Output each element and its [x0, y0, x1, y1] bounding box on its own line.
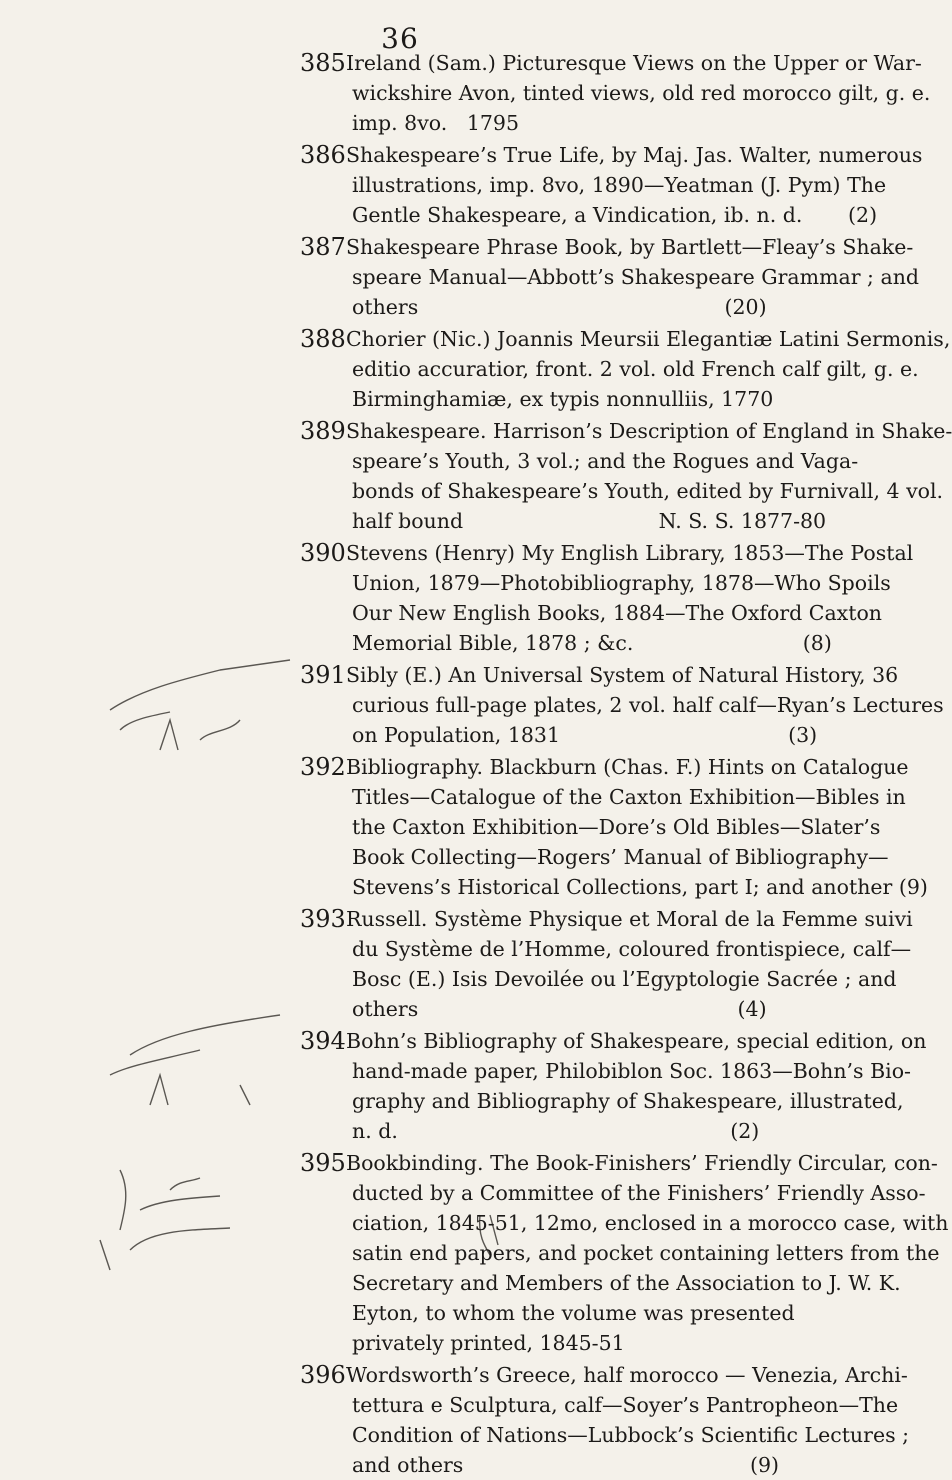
description-line: speare’s Youth, 3 vol.; and the Rogues and Vaga-	[352, 449, 859, 473]
description-line: on Population, 1831 (3)	[352, 723, 818, 747]
description-line: graphy and Bibliography of Shakespeare, illustrated,	[352, 1089, 904, 1113]
lot-number: 391	[300, 661, 346, 689]
lot-description	[346, 140, 923, 230]
description-line: the Caxton Exhibition—Dore’s Old Bibles—Slater’s	[352, 815, 881, 839]
description-line: Ireland (Sam.) Picturesque Views on the Upper or War-	[346, 51, 922, 75]
description-line: Wordsworth’s Greece, half morocco — Venezia, Archi-	[346, 1363, 908, 1387]
description-line: satin end papers, and pocket containing letters from the	[352, 1241, 940, 1265]
description-line: Birminghamiæ, ex typis nonnulliis, 1770	[352, 387, 774, 411]
lot-number: 389	[300, 417, 346, 445]
description-line: ducted by a Committee of the Finishers’ Friendly Asso-	[352, 1181, 926, 1205]
lot-description	[346, 660, 944, 750]
description-line: n. d. (2)	[352, 1119, 760, 1143]
description-line: Condition of Nations—Lubbock’s Scientific Lectures ;	[352, 1423, 910, 1447]
description-line: half bound N. S. S. 1877-80	[352, 509, 827, 533]
lot-number: 390	[300, 539, 346, 567]
description-line: illustrations, imp. 8vo, 1890—Yeatman (J. Pym) The	[352, 173, 887, 197]
lot-description	[346, 538, 914, 658]
description-line: others (4)	[352, 997, 767, 1021]
description-line: curious full-page plates, 2 vol. half calf—Ryan’s Lectures	[352, 693, 944, 717]
description-line: and others (9)	[352, 1453, 780, 1477]
description-line: Russell. Système Physique et Moral de la Femme suivi	[346, 907, 913, 931]
description-line: Bohn’s Bibliography of Shakespeare, special edition, on	[346, 1029, 927, 1053]
description-line: Our New English Books, 1884—The Oxford Caxton	[352, 601, 883, 625]
description-line: Stevens’s Historical Collections, part I; and another (9)	[352, 875, 928, 899]
lot-number: 393	[300, 905, 346, 933]
lot-description	[346, 1026, 927, 1146]
description-line: Chorier (Nic.) Joannis Meursii Elegantiæ Latini Sermonis,	[346, 327, 951, 351]
lot-description	[346, 1148, 949, 1358]
description-line: Bosc (E.) Isis Devoilée ou l’Egyptologie Sacrée ; and	[352, 967, 897, 991]
description-line: Secretary and Members of the Association to J. W. K.	[352, 1271, 901, 1295]
description-line: du Système de l’Homme, coloured frontispiece, calf—	[352, 937, 912, 961]
lot-number: 395	[300, 1149, 346, 1177]
description-line: imp. 8vo. 1795	[352, 111, 519, 135]
description-line: Eyton, to whom the volume was presented	[352, 1301, 795, 1325]
lot-number: 388	[300, 325, 346, 353]
description-line: Bookbinding. The Book-Finishers’ Friendly Circular, con-	[346, 1151, 938, 1175]
description-line: Titles—Catalogue of the Caxton Exhibition—Bibles in	[352, 785, 906, 809]
lot-description	[346, 232, 920, 322]
description-line: Stevens (Henry) My English Library, 1853—The Postal	[346, 541, 914, 565]
description-line: speare Manual—Abbott’s Shakespeare Grammar ; and	[352, 265, 920, 289]
description-line: Union, 1879—Photobibliography, 1878—Who Spoils	[352, 571, 891, 595]
description-line: Shakespeare’s True Life, by Maj. Jas. Walter, numerous	[346, 143, 923, 167]
description-line: ciation, 1845-51, 12mo, enclosed in a morocco case, with	[352, 1211, 949, 1235]
lot-description	[346, 904, 913, 1024]
margin-annotation-395	[90, 1005, 290, 1125]
margin-annotation-390	[100, 650, 300, 770]
description-line: Sibly (E.) An Universal System of Natural History, 36	[346, 663, 899, 687]
lot-description	[346, 1360, 910, 1480]
description-line: Shakespeare. Harrison’s Description of England in Shake-	[346, 419, 952, 443]
lot-number: 387	[300, 233, 346, 261]
lot-number: 394	[300, 1027, 346, 1055]
description-line: Memorial Bible, 1878 ; &c. (8)	[352, 631, 832, 655]
description-line: editio accuratior, front. 2 vol. old French calf gilt, g. e.	[352, 357, 919, 381]
description-line: hand-made paper, Philobiblon Soc. 1863—Bohn’s Bio-	[352, 1059, 911, 1083]
lot-number: 386	[300, 141, 346, 169]
lot-description	[346, 416, 952, 536]
description-line: tettura e Sculptura, calf—Soyer’s Pantropheon—The	[352, 1393, 899, 1417]
lot-number: 392	[300, 753, 346, 781]
description-line: privately printed, 1845-51	[352, 1331, 625, 1355]
lot-description	[346, 48, 931, 138]
description-line: bonds of Shakespeare’s Youth, edited by Furnivall, 4 vol.	[352, 479, 944, 503]
description-line: others (20)	[352, 295, 767, 319]
description-line: Gentle Shakespeare, a Vindication, ib. n. d. (2)	[352, 203, 878, 227]
description-line: Book Collecting—Rogers’ Manual of Bibliography—	[352, 845, 889, 869]
lot-number: 385	[300, 49, 346, 77]
description-line: wickshire Avon, tinted views, old red morocco gilt, g. e.	[352, 81, 931, 105]
lot-number: 396	[300, 1361, 346, 1389]
lot-description	[346, 324, 951, 414]
description-line: Shakespeare Phrase Book, by Bartlett—Fleay’s Shake-	[346, 235, 914, 259]
margin-annotation-396	[70, 1130, 330, 1280]
page-number: 36	[381, 22, 419, 55]
description-line: Bibliography. Blackburn (Chas. F.) Hints on Catalogue	[346, 755, 909, 779]
lot-description	[346, 752, 928, 902]
